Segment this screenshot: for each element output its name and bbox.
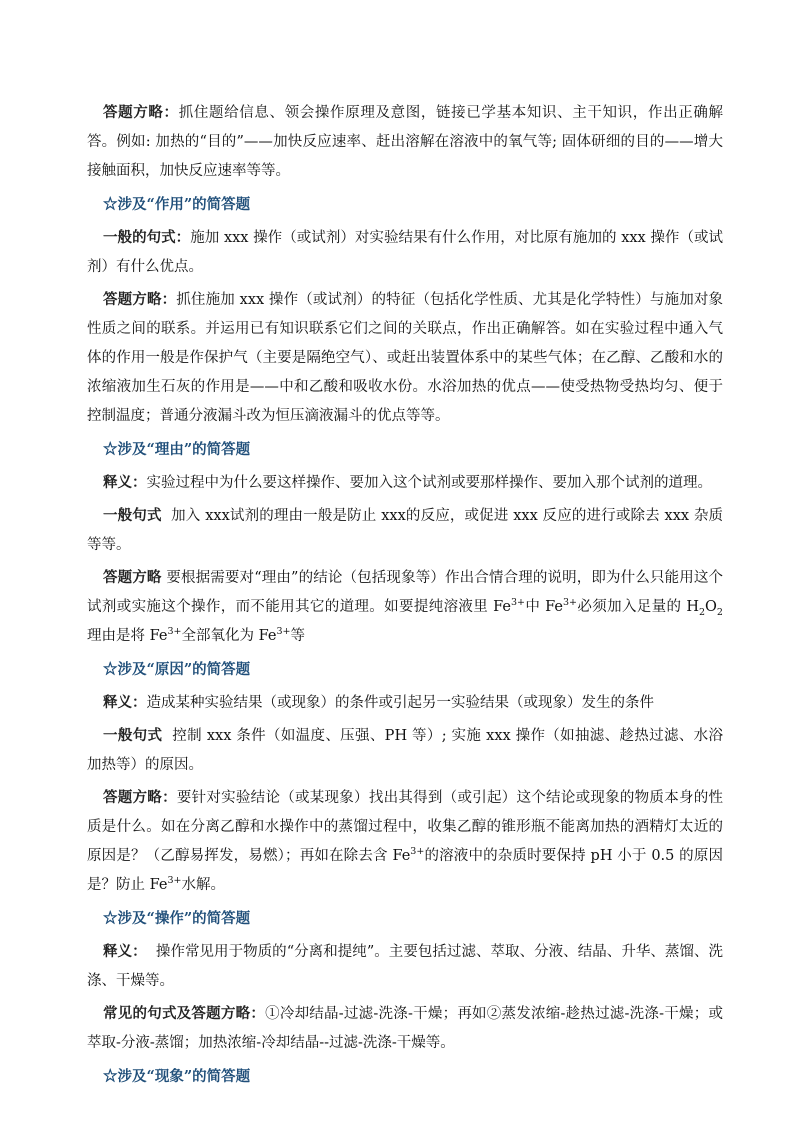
star-icon: ☆ (103, 196, 118, 213)
answer-strategy-label: 答题方略： (103, 104, 179, 121)
section-heading-zuoyong (87, 190, 723, 219)
subscript: 2 (698, 606, 706, 618)
method-text-part: 要针对实验结论（或某现象）找出其得到（或引起）这个结论或现象的物质本身的性质是什么。如在分离乙醇和水操作中的蒸馏过程中，收集乙醇的锥形瓶不能离加热的酒精灯太近的原因是？（乙醇易挥发，易燃）；再如在除去含 Fe (87, 790, 723, 864)
answer-strategy-label: 答题方略： (103, 789, 177, 806)
star-icon: ☆ (103, 441, 118, 458)
method-text-part: 水解。 (181, 877, 225, 893)
common-form-label: 常见的句式及答题方略： (103, 1005, 266, 1022)
method-text-part: 等 (290, 628, 305, 644)
answer-strategy-text: 抓住题给信息、领会操作原理及意图，链接已学基本知识、主干知识，作出正确解答。例如: 加热的“目的”——加快反应速率、赶出溶解在溶液中的氧气等; 固体研细的目的——增大接触面积，加快反应速率等等。 (87, 105, 723, 179)
definition-label: 释义： (103, 694, 147, 711)
paragraph-caozuo-method (87, 999, 723, 1058)
section-heading-xianxiang (87, 1062, 723, 1091)
paragraph-yuanyin-form (87, 721, 723, 780)
charge-superscript: 3+ (167, 626, 182, 638)
section-heading-yuanyin (87, 655, 723, 684)
answer-strategy-text: 抓住施加 xxx 操作（或试剂）的特征（包括化学性质、尤其是化学特性）与施加对象性质之间的联系。并运用已有知识联系它们之间的关联点，作出正确解答。如在实验过程中通入气体的作用一般是作保护气（主要是隔绝空气）、或赶出装置体系中的某些气体；在乙醇、乙酸和水的浓缩液加生石灰的作用是——中和乙酸和吸收水份。水浴加热的优点——使受热物受热均匀、便于控制温度；普通分液漏斗改为恒压滴液漏斗的优点等等。 (87, 292, 724, 424)
document-body (87, 98, 723, 1095)
definition-label: 释义： (103, 943, 147, 960)
paragraph-caozuo-def (87, 937, 723, 996)
general-form-text: 加入 xxx试剂的理由一般是防止 xxx的反应，或促进 xxx 反应的进行或除去 xxx 杂质等等。 (87, 508, 723, 553)
general-form-label: 一般句式 (103, 507, 162, 524)
section-heading-liyou (87, 435, 723, 464)
definition-text: 实验过程中为什么要这样操作、要加入这个试剂或要那样操作、要加入那个试剂的道理。 (146, 475, 712, 491)
paragraph-liyou-method (87, 563, 723, 651)
answer-strategy-label: 答题方略： (103, 291, 177, 308)
chem-symbol: O (705, 599, 717, 615)
definition-text: 造成某种实验结果（或现象）的条件或引起另一实验结果（或现象）发生的条件 (146, 695, 654, 711)
method-text-part: 要根据需要对“理由”的结论（包括现象等）作出合情合理的说明，即为什么只能用这个试剂或实施这个操作，而不能用其它的道理。如要提纯溶液里 Fe (87, 570, 724, 615)
general-form-label: 一般的句式： (103, 229, 191, 246)
method-text-part: 中 Fe (524, 599, 563, 615)
paragraph-zuoyong-form (87, 223, 723, 282)
charge-superscript: 3+ (563, 597, 578, 609)
charge-superscript: 3+ (276, 626, 291, 638)
method-text-part: 的溶液中的杂质时要保持 pH 小于 0.5 的原因是？防止 Fe (87, 848, 723, 893)
section-heading-caozuo (87, 904, 723, 933)
paragraph-liyou-form (87, 501, 723, 560)
charge-superscript: 3+ (167, 875, 182, 887)
star-icon: ☆ (103, 910, 118, 927)
section-heading-text: 涉及“现象”的简答题 (117, 1068, 251, 1085)
paragraph-zuoyong-method (87, 285, 723, 431)
subscript: 2 (716, 606, 723, 618)
general-form-text: 控制 xxx 条件（如温度、压强、PH 等）; 实施 xxx 操作（如抽滤、趁热过滤、水浴加热等）的原因。 (87, 728, 723, 773)
star-icon: ☆ (103, 1068, 118, 1085)
method-text-part: 必须加入足量的 H (577, 599, 699, 615)
paragraph-liyou-def (87, 468, 723, 498)
paragraph-yuanyin-method (87, 783, 723, 900)
section-heading-text: 涉及“操作”的简答题 (117, 910, 251, 927)
method-text-part: 全部氧化为 Fe (181, 628, 277, 644)
paragraph-block1 (87, 98, 723, 186)
definition-label: 释义： (103, 474, 147, 491)
charge-superscript: 3+ (510, 597, 525, 609)
section-heading-text: 涉及“理由”的简答题 (117, 441, 251, 458)
section-heading-text: 涉及“作用”的简答题 (117, 196, 251, 213)
paragraph-yuanyin-def (87, 688, 723, 718)
definition-text: 操作常见用于物质的“分离和提纯”。主要包括过滤、萃取、分液、结晶、升华、蒸馏、洗涤、干燥等。 (87, 944, 724, 989)
section-heading-text: 涉及“原因”的简答题 (117, 661, 251, 678)
charge-superscript: 3+ (410, 846, 425, 858)
general-form-text: 施加 xxx 操作（或试剂）对实验结果有什么作用，对比原有施加的 xxx 操作（或试剂）有什么优点。 (87, 230, 724, 275)
method-text-part: 理由是将 Fe (87, 628, 168, 644)
answer-strategy-label: 答题方略 (103, 569, 162, 586)
general-form-label: 一般句式 (103, 727, 163, 744)
star-icon: ☆ (103, 661, 118, 678)
common-form-text: ①冷却结晶-过滤-洗涤-干燥；再如②蒸发浓缩-趁热过滤-洗涤-干燥；或萃取-分液-蒸馏；加热浓缩-冷却结晶--过滤-洗涤-干燥等。 (87, 1006, 723, 1051)
